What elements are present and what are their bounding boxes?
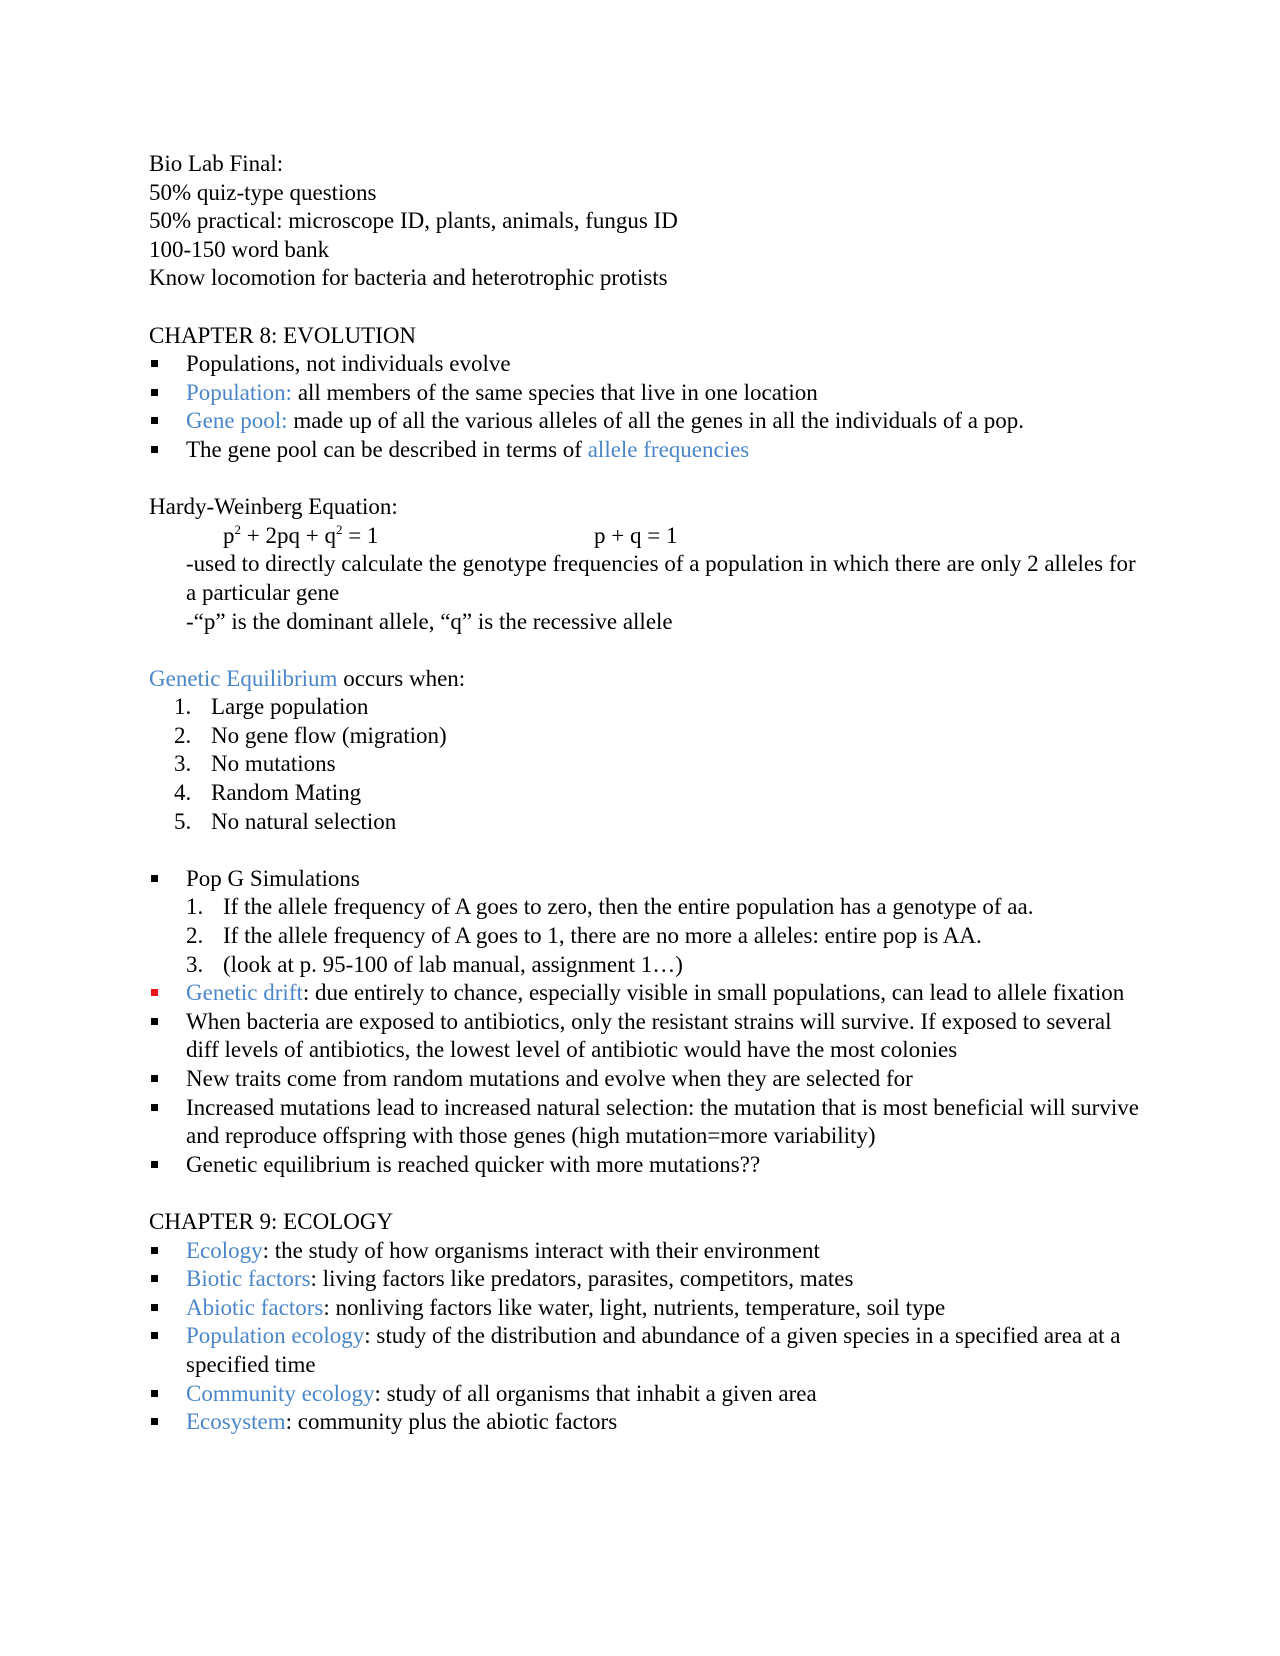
bullet-item: Community ecology: study of all organisms that inhabit a given area [149,1380,1139,1409]
intro-line: 50% practical: microscope ID, plants, animals, fungus ID [149,208,678,234]
bullet-square-icon [151,1104,158,1111]
bullet-item: Population: all members of the same species that live in one location [149,379,1139,408]
intro-line: Bio Lab Final: [149,151,284,176]
numbered-item: 2. If the allele frequency of A goes to 1, there are no more a alleles: entire pop is AA. [186,923,982,949]
chapter-9-heading: CHAPTER 9: ECOLOGY [149,1208,394,1234]
bullet-square-icon [151,875,158,882]
bullet-item: Ecosystem: community plus the abiotic factors [149,1408,1139,1437]
equation-line [149,522,1139,551]
term-genetic-equilibrium: Genetic Equilibrium [149,665,338,691]
bullet-square-icon [151,1390,158,1397]
bullet-item: Population ecology: study of the distribution and abundance of a given species in a specified area at a specified time [149,1322,1139,1379]
bullet-item: Biotic factors: living factors like predators, parasites, competitors, mates [149,1265,1139,1294]
bullet-item: Populations, not individuals evolve [149,350,1139,379]
term-population-ecology: Population ecology [186,1323,365,1349]
bullet-square-icon [151,446,158,453]
bullet-square-icon [151,1275,158,1282]
bullet-square-icon [151,1161,158,1168]
hw-note: -“p” is the dominant allele, “q” is the recessive allele [186,608,673,634]
hw-note: -used to directly calculate the genotype frequencies of a population in which there are only 2 alleles for a particular gene [186,551,1136,605]
numbered-item: 3. No mutations [174,751,336,777]
term-gene-pool: Gene pool: [186,408,288,434]
numbered-item: 4. Random Mating [174,780,362,806]
bullet-square-icon [151,360,158,367]
intro-line: 100-150 word bank [149,236,330,262]
bullet-item: Gene pool: made up of all the various alleles of all the genes in all the individuals of a pop. [149,407,1139,436]
term-ecosystem: Ecosystem [186,1409,286,1435]
term-genetic-drift: Genetic drift [186,980,303,1006]
bullet-item: Genetic drift: due entirely to chance, especially visible in small populations, can lead to allele fixation [149,979,1139,1008]
intro-line: Know locomotion for bacteria and heterotrophic protists [149,265,668,291]
numbered-item: 5. No natural selection [174,808,397,834]
document-page [149,150,1139,1437]
term-allele-frequencies: allele frequencies [587,436,750,462]
genetic-equilibrium-heading: Genetic Equilibrium occurs when: [149,665,466,691]
equation-hardy-weinberg: $p^2 + 2pq + q^2 = 1$ [223,521,379,548]
hardy-weinberg-heading: Hardy-Weinberg Equation: [149,494,398,520]
term-ecology: Ecology [186,1237,263,1263]
intro-line: 50% quiz-type questions [149,179,377,205]
bullet-square-icon [151,1075,158,1082]
bullet-square-red-icon [151,989,158,996]
bullet-item: Ecology: the study of how organisms interact with their environment [149,1237,1139,1266]
bullet-square-icon [151,417,158,424]
bullet-square-icon [151,1247,158,1254]
bullet-item: New traits come from random mutations and evolve when they are selected for [149,1065,1139,1094]
bullet-square-icon [151,1018,158,1025]
bullet-square-icon [151,1418,158,1425]
bullet-square-icon [151,1304,158,1311]
numbered-item: 2. No gene flow (migration) [174,722,447,748]
bullet-item: Abiotic factors: nonliving factors like water, light, nutrients, temperature, soil type [149,1294,1139,1323]
bullet-square-icon [151,1332,158,1339]
bullet-square-icon [151,389,158,396]
equation-p-plus-q: p + q = 1 [594,522,678,548]
numbered-item: 3. (look at p. 95-100 of lab manual, assignment 1…) [186,951,683,977]
term-community-ecology: Community ecology [186,1380,375,1406]
term-abiotic-factors: Abiotic factors [186,1294,324,1320]
term-biotic-factors: Biotic factors [186,1266,311,1292]
bullet-item: When bacteria are exposed to antibiotics, only the resistant strains will survive. If exposed to several diff levels of antibiotics, the lowest level of antibiotic would have the most colonies [149,1008,1139,1065]
bullet-item: Genetic equilibrium is reached quicker with more mutations?? [149,1151,1139,1180]
term-population: Population: [186,379,293,405]
chapter-8-heading: CHAPTER 8: EVOLUTION [149,322,417,348]
bullet-item: Pop G Simulations [149,865,1139,894]
numbered-item: 1. If the allele frequency of A goes to zero, then the entire population has a genotype of aa. [186,894,1034,920]
numbered-item: 1. Large population [174,694,369,720]
bullet-item: Increased mutations lead to increased natural selection: the mutation that is most beneficial will survive and reproduce offspring with those genes (high mutation=more variability) [149,1094,1139,1151]
bullet-item: The gene pool can be described in terms of allele frequencies [149,436,1139,465]
